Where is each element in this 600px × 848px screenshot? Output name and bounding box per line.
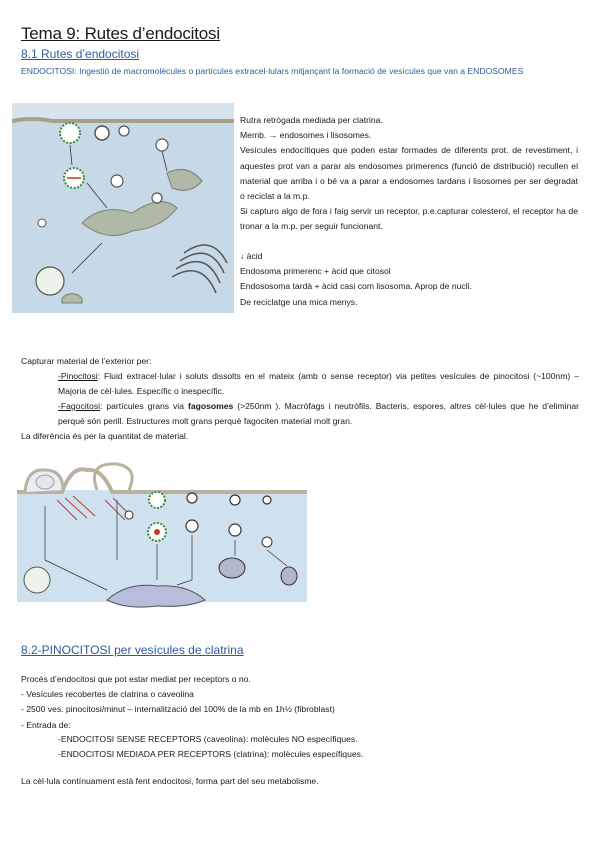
pinocytosis-text: : Fluid extracel·lular i soluts dissolts en el mateix (amb o sense receptor) via petites vesícules de pinocitosi (~100nm) – Majoria de cèl·lules. Específic o inespecífic. <box>58 371 579 397</box>
acid-line-3: De reciclatge una mica menys. <box>240 296 358 307</box>
figure-endocytic-pathways <box>12 103 234 313</box>
section2-line-2: - Vesícules recobertes de clatrina o caveolina <box>21 689 194 700</box>
phagocytosis-item <box>58 399 579 429</box>
lysosome-shape <box>24 567 50 593</box>
clathrin-pit-icon <box>60 123 80 143</box>
lysosome-icon <box>36 267 64 295</box>
section2-sub <box>58 732 579 762</box>
section2-line-1: Procés d’endocitosi que pot estar mediat per receptors o no. <box>21 674 251 684</box>
note-3: Vesícules endocítiques que poden estar formades de diferents prot. de revestiment, i aquestes prot van a parar als endosomes primerencs (funció de distribució) recullen el material que arriba i o bé va a parar a endosomes tardans i lisosomes per ser degradat o reciclat a la m.p. <box>240 145 578 202</box>
sub-item-caveolin: -ENDOCITOSI SENSE RECEPTORS (caveolina): molècules NO específiques. <box>58 734 358 744</box>
acid-notes <box>240 249 578 310</box>
section2-line-3: - 2500 ves. pinocitosi/minut – internalització del 100% de la mb en 1h½ (fibroblast) <box>21 704 335 715</box>
caveosome-icon <box>219 558 245 578</box>
page-title: Tema 9: Rutes d’endocitosi <box>21 24 220 43</box>
caveolin-pit-icon <box>95 126 109 140</box>
section2-closing: La cèl·lula contínuament està fent endocitosi, forma part del seu metabolisme. <box>21 776 319 786</box>
section2-body <box>21 672 579 733</box>
phagocytosis-text-a: : partícules grans via <box>100 401 188 411</box>
notes-block <box>240 113 578 235</box>
pinocytosis-item <box>58 369 579 399</box>
phagocytosis-term: -Fagocitosi <box>58 401 101 411</box>
acid-header: ↓ àcid <box>240 251 263 261</box>
phagocytosis-text-b: (>250nm ). Macròfags i neutròfils. Bacteris, espores, altres cèl·lules que he d’eliminar perquè són perill. Estructures molt grans perquè fagociten material molt gran. <box>58 401 579 427</box>
capture-intro: Capturar material de l’exterior per: <box>21 356 152 366</box>
clathrin-vesicle-icon <box>149 492 165 508</box>
definition-text: ENDOCITOSI: Ingestió de macromolècules o partícules extracel·lulars mitjançant la formació de vesícules que van a ENDOSOMES <box>21 66 524 76</box>
note-1: Rutra retrògada mediada per clatrina. <box>240 115 383 125</box>
section-heading-8-2: 8.2-PINOCITOSI per vesícules de clatrina <box>21 643 244 657</box>
difference-text: La diferència és per la quantitat de material. <box>21 431 189 441</box>
acid-line-1: Endosoma primerenc + àcid que citosol <box>240 266 391 277</box>
note-4: Si capturo algo de fora i faig servir un receptor, p.e.capturar colesterol, el receptor ha de tronar a la m.p. per seguir funcionant. <box>240 206 578 232</box>
section2-line-4: - Entrada de: <box>21 719 71 730</box>
section-heading-8-1: 8.1 Rutes d’endocitosi <box>21 47 140 61</box>
geec-icon <box>281 567 297 585</box>
sub-item-clathrin: -ENDOCITOSI MEDIADA PER RECEPTORS (clatrina): molècules específiques. <box>58 749 364 760</box>
phagosomes-term: fagosomes <box>187 401 234 411</box>
note-2: Memb. → endosomes i lisosomes. <box>240 130 372 141</box>
acid-line-2: Endososoma tardà + àcid casi com lisosoma. Aprop de nucli. <box>240 281 472 292</box>
pinocytosis-term: -Pinocitosi <box>58 371 98 381</box>
figure-endocytosis-types <box>17 460 307 612</box>
